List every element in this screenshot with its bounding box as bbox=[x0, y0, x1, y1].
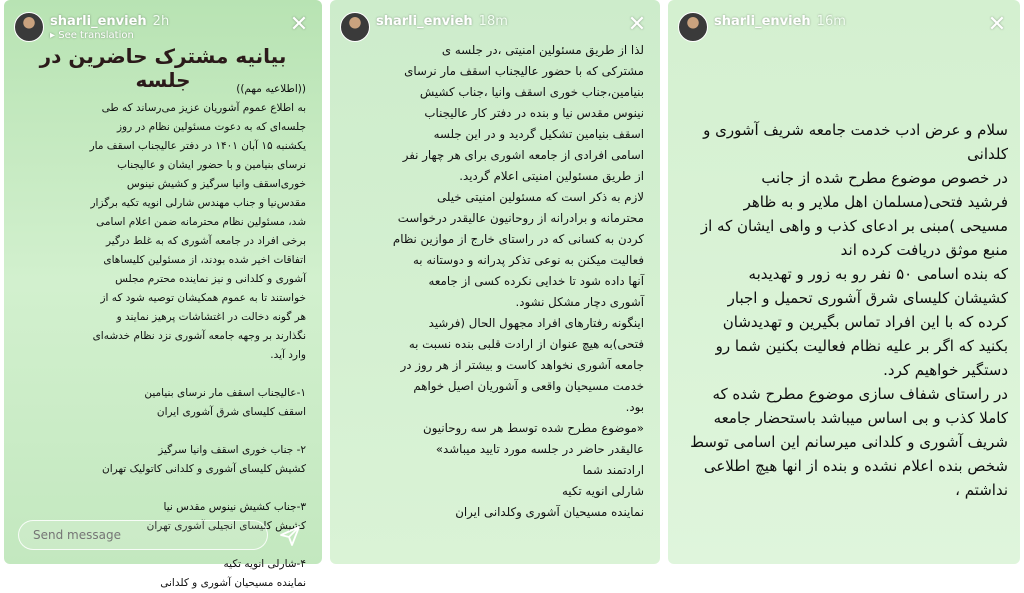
username[interactable]: sharli_envieh 18m bbox=[376, 14, 508, 29]
text-line: خواستند تا به عموم همکیشان توصیه شود که از bbox=[100, 292, 306, 304]
text-line: کاملا کذب و بی اساس میباشد باستحضار جامعه bbox=[713, 409, 1008, 427]
text-line: مقدس‌نیا و جناب مهندس شارلی انویه تکیه برگزار bbox=[90, 197, 306, 209]
text-line: آشوری دچار مشکل نشود. bbox=[515, 295, 644, 309]
text-line: ((اطلاعیه مهم)) bbox=[236, 83, 306, 95]
text-line bbox=[20, 479, 306, 498]
text-line: لذا از طریق مسئولین امنیتی ،در جلسه ی bbox=[441, 43, 644, 57]
text-line: آشوری و کلدانی و نیز نماینده محترم مجلس bbox=[115, 273, 306, 285]
story-text bbox=[346, 40, 644, 523]
text-line: «موضوع مطرح شده توسط هر سه روحانیون bbox=[423, 421, 644, 435]
story-header bbox=[14, 12, 312, 46]
see-translation-link[interactable]: ▸ See translation bbox=[50, 30, 134, 41]
timestamp: 16m bbox=[816, 14, 846, 29]
text-line: نگذارند بر وجهه جامعه آشوری نزد نظام خدشه‌ای bbox=[92, 330, 306, 342]
text-line: نماینده مسیحیان آشوری وکلدانی ایران bbox=[455, 505, 644, 519]
text-line: سلام و عرض ادب خدمت جامعه شریف آشوری و bbox=[703, 121, 1008, 139]
text-line: عالیقدر حاضر در جلسه مورد تایید میباشد» bbox=[435, 442, 644, 456]
text-line: بنیامین،جناب خوری اسقف وانیا ،جناب کشیش bbox=[419, 85, 644, 99]
username[interactable]: sharli_envieh 16m bbox=[714, 14, 846, 29]
text-line: از طریق مسئولین امنیتی اعلام گردید. bbox=[459, 169, 644, 183]
text-line: شخص بنده اعلام نشده و بنده از انها هیچ اطلاعی bbox=[703, 457, 1008, 475]
story-text bbox=[680, 118, 1008, 502]
avatar[interactable] bbox=[340, 12, 370, 42]
timestamp: 2h bbox=[152, 14, 170, 29]
text-line: بود. bbox=[625, 400, 644, 414]
text-line: وارد آید. bbox=[270, 349, 306, 361]
story-text bbox=[20, 80, 306, 593]
text-line: کشیش کلیسای آشوری و کلدانی کاتولیک تهران bbox=[102, 463, 306, 475]
text-line: ۱-عالیجناب اسقف مار نرسای بنیامین bbox=[144, 387, 306, 399]
text-line bbox=[20, 422, 306, 441]
text-line: جامعه آشوری نخواهد کاست و بیشتر از هر روز در bbox=[400, 358, 644, 372]
text-line: مشترکی که با حضور عالیجناب اسقف مار نرسای bbox=[404, 64, 644, 78]
text-line: ۳-جناب کشیش نینوس مقدس نیا bbox=[163, 501, 306, 513]
translate-icon: ▸ bbox=[50, 30, 56, 41]
text-line: کشیشان کلیسای شرق آشوری تحمیل و اجبار bbox=[727, 289, 1008, 307]
text-line: ۴-شارلی انویه تکیه bbox=[223, 558, 306, 570]
username[interactable]: sharli_envieh 2h bbox=[50, 14, 170, 29]
avatar[interactable] bbox=[678, 12, 708, 42]
story-title: بیانیه مشترک حاضرین در جلسه bbox=[39, 44, 287, 92]
text-line: به اطلاع عموم آشوریان عزیز می‌رساند که طی bbox=[101, 102, 306, 114]
text-line: فتحی)به هیچ عنوان از ارادت قلبی بنده نسبت به bbox=[408, 337, 644, 351]
text-line: که بنده اسامی ۵۰ نفر رو به زور و تهدیدبه bbox=[748, 265, 1008, 283]
send-message-input[interactable] bbox=[18, 520, 268, 550]
text-line: خدمت مسیحیان واقعی و آشوریان اصیل خواهم bbox=[413, 379, 644, 393]
text-line: لازم به ذکر است که مسئولین امنیتی خیلی bbox=[437, 190, 644, 204]
text-line: اسقف کلیسای شرق آشوری ایران bbox=[156, 406, 306, 418]
text-line: فرشید فتحی(مسلمان اهل ملایر و به ظاهر bbox=[743, 193, 1008, 211]
story-panel-1 bbox=[4, 0, 322, 589]
close-icon[interactable]: ✕ bbox=[627, 12, 647, 37]
avatar[interactable] bbox=[14, 12, 44, 42]
text-line: شد، مسئولین نظام محترمانه ضمن اعلام اسامی bbox=[96, 216, 306, 228]
text-line: اینگونه رفتارهای افراد مجهول الحال (فرشید bbox=[428, 316, 644, 330]
text-line: در راستای شفاف سازی موضوع مطرح شده که bbox=[712, 385, 1008, 403]
text-line: دستگیر خواهیم کرد. bbox=[883, 361, 1008, 379]
reply-bar bbox=[18, 520, 308, 552]
text-line: منبع موثق دریافت کرده اند bbox=[840, 241, 1008, 259]
close-icon[interactable]: ✕ bbox=[987, 12, 1007, 37]
text-line: خوری‌اسقف وانیا سرگیز و کشیش نینوس bbox=[126, 178, 306, 190]
text-line bbox=[20, 365, 306, 384]
text-line: اسقف بنیامین تشکیل گردید و در این جلسه bbox=[433, 127, 644, 141]
text-line: شارلی انویه تکیه bbox=[561, 484, 644, 498]
text-line: آنها داده شود تا خدایی نکرده کسی از جامعه bbox=[428, 274, 644, 288]
text-line: مسیحی )مبنی بر ادعای کذب و واهی ایشان که از bbox=[700, 217, 1008, 235]
text-line: کردن به کسانی که در راستای خارج از موازین نظام bbox=[392, 232, 644, 246]
text-line: فعالیت میکنن به نوعی تذکر پدرانه و دوستانه به bbox=[412, 253, 644, 267]
text-line: اتفاقات اخیر شده بودند، از مسئولین کلیساهای bbox=[103, 254, 306, 266]
story-header bbox=[678, 12, 1010, 46]
timestamp: 18m bbox=[478, 14, 508, 29]
text-line: ارادتمند شما bbox=[582, 463, 644, 477]
send-icon[interactable] bbox=[278, 524, 302, 548]
text-line: جلسه‌ای که به دعوت مسئولین نظام در روز bbox=[116, 121, 306, 133]
text-line: کلدانی bbox=[967, 145, 1008, 163]
text-line: شریف آشوری و کلدانی میرسانم این اسامی توسط bbox=[690, 433, 1008, 451]
text-line: در خصوص موضوع مطرح شده از جانب bbox=[761, 169, 1008, 187]
text-line: نینوس مقدس نیا و بنده در دفتر کار عالیجناب bbox=[424, 106, 644, 120]
text-line: اسامی افرادی از جامعه اشوری برای هر چهار نفر bbox=[402, 148, 644, 162]
text-line: محترمانه و برادرانه از روحانیون عالیقدر درخواست bbox=[397, 211, 644, 225]
story-panel-3 bbox=[668, 0, 1020, 564]
text-line: برخی افراد در جامعه آشوری که به غلط درگیر bbox=[106, 235, 306, 247]
text-line: نماینده مسیحیان آشوری و کلدانی bbox=[160, 577, 306, 589]
close-icon[interactable]: ✕ bbox=[289, 12, 309, 37]
text-line: نرسای بنیامین و با حضور ایشان و عالیجناب bbox=[117, 159, 306, 171]
text-line: یکشنبه ۱۵ آبان ۱۴۰۱ در دفتر عالیجناب اسقف مار bbox=[89, 140, 306, 152]
text-line: ۲- جناب خوری اسقف وانیا سرگیز bbox=[158, 444, 306, 456]
text-line: هر گونه دخالت در اغتشاشات پرهیز نمایند و bbox=[116, 311, 306, 323]
text-line: بکنید که اگر بر علیه نظام فعالیت بکنین شما رو bbox=[715, 337, 1008, 355]
text-line: کرده که با این افراد تماس بگیرین و تهدیدشان bbox=[722, 313, 1008, 331]
text-line: نداشتم ، bbox=[955, 481, 1008, 499]
text-line: کشیش کلیسای انجیلی آشوری تهران bbox=[146, 520, 306, 532]
story-panel-2 bbox=[330, 0, 660, 564]
